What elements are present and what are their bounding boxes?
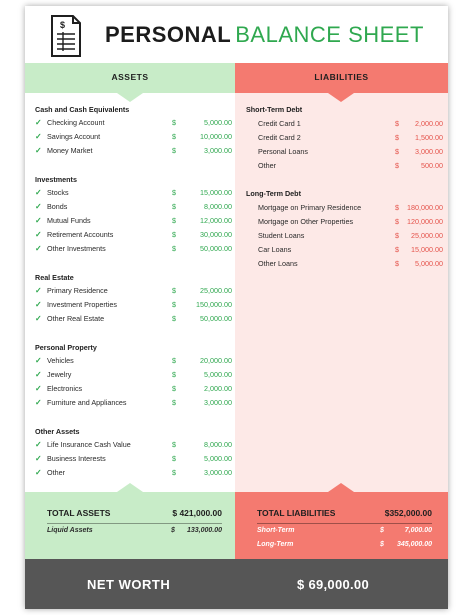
asset-currency: $ bbox=[172, 468, 176, 477]
liquid-assets-currency: $ bbox=[171, 527, 175, 534]
liabilities-section-title: Short-Term Debt bbox=[246, 105, 303, 114]
asset-row bbox=[35, 453, 235, 465]
check-icon: ✓ bbox=[35, 440, 42, 449]
liabilities-column bbox=[235, 63, 448, 492]
liability-currency: $ bbox=[395, 217, 399, 226]
liability-currency: $ bbox=[395, 147, 399, 156]
asset-label: Vehicles bbox=[47, 356, 74, 365]
asset-currency: $ bbox=[172, 286, 176, 295]
asset-currency: $ bbox=[172, 146, 176, 155]
asset-label: Retirement Accounts bbox=[47, 230, 114, 239]
check-icon: ✓ bbox=[35, 230, 42, 239]
asset-amount: 3,000.00 bbox=[204, 468, 232, 477]
check-icon: ✓ bbox=[35, 202, 42, 211]
total-assets-label: TOTAL ASSETS bbox=[47, 508, 111, 518]
asset-label: Other Real Estate bbox=[47, 314, 105, 323]
short-term-currency: $ bbox=[380, 527, 384, 534]
liabilities-header-pointer bbox=[328, 93, 354, 102]
long-term-value: 345,000.00 bbox=[396, 541, 432, 548]
asset-row bbox=[35, 215, 235, 227]
total-assets-panel bbox=[25, 492, 235, 559]
check-icon: ✓ bbox=[35, 454, 42, 463]
asset-label: Primary Residence bbox=[47, 286, 108, 295]
check-icon: ✓ bbox=[35, 118, 42, 127]
check-icon: ✓ bbox=[35, 356, 42, 365]
long-term-currency: $ bbox=[380, 541, 384, 548]
asset-label: Jewelry bbox=[47, 370, 72, 379]
asset-row bbox=[35, 145, 235, 157]
check-icon: ✓ bbox=[35, 370, 42, 379]
liability-amount: 180,000.00 bbox=[407, 203, 443, 212]
asset-currency: $ bbox=[172, 118, 176, 127]
assets-section-title: Investments bbox=[35, 175, 77, 184]
check-icon: ✓ bbox=[35, 216, 42, 225]
liability-row bbox=[246, 202, 446, 214]
asset-label: Bonds bbox=[47, 202, 68, 211]
asset-label: Investment Properties bbox=[47, 300, 117, 309]
liability-amount: 15,000.00 bbox=[411, 245, 443, 254]
assets-column bbox=[25, 63, 235, 492]
liability-row bbox=[246, 146, 446, 158]
liability-row bbox=[246, 132, 446, 144]
asset-row bbox=[35, 243, 235, 255]
liability-currency: $ bbox=[395, 231, 399, 240]
asset-amount: 5,000.00 bbox=[204, 118, 232, 127]
liability-label: Mortgage on Primary Residence bbox=[258, 203, 362, 212]
asset-currency: $ bbox=[172, 370, 176, 379]
liability-amount: 500.00 bbox=[421, 161, 443, 170]
assets-section-title: Cash and Cash Equivalents bbox=[35, 105, 130, 114]
short-term-label: Short-Term bbox=[257, 527, 295, 534]
check-icon: ✓ bbox=[35, 384, 42, 393]
assets-section-title: Other Assets bbox=[35, 427, 80, 436]
net-worth-bar bbox=[25, 559, 448, 609]
liability-currency: $ bbox=[395, 245, 399, 254]
asset-row bbox=[35, 131, 235, 143]
net-worth-value: $ 69,000.00 bbox=[297, 577, 369, 592]
asset-currency: $ bbox=[172, 230, 176, 239]
asset-currency: $ bbox=[172, 314, 176, 323]
assets-header-pointer bbox=[117, 93, 143, 102]
asset-amount: 8,000.00 bbox=[204, 440, 232, 449]
total-liabilities-value: $352,000.00 bbox=[384, 508, 432, 518]
liability-label: Credit Card 1 bbox=[258, 119, 301, 128]
asset-row bbox=[35, 229, 235, 241]
asset-label: Stocks bbox=[47, 188, 69, 197]
liability-amount: 5,000.00 bbox=[415, 259, 443, 268]
asset-currency: $ bbox=[172, 244, 176, 253]
asset-amount: 5,000.00 bbox=[204, 370, 232, 379]
liability-currency: $ bbox=[395, 259, 399, 268]
check-icon: ✓ bbox=[35, 314, 42, 323]
liability-amount: 25,000.00 bbox=[411, 231, 443, 240]
asset-amount: 20,000.00 bbox=[200, 356, 232, 365]
asset-currency: $ bbox=[172, 216, 176, 225]
assets-section-title: Personal Property bbox=[35, 343, 97, 352]
liability-currency: $ bbox=[395, 119, 399, 128]
asset-amount: 3,000.00 bbox=[204, 146, 232, 155]
asset-label: Other bbox=[47, 468, 65, 477]
liability-label: Personal Loans bbox=[258, 147, 308, 156]
asset-label: Money Market bbox=[47, 146, 93, 155]
asset-amount: 10,000.00 bbox=[200, 132, 232, 141]
liability-row bbox=[246, 244, 446, 256]
balance-sheet-page bbox=[25, 6, 448, 609]
total-liabilities-panel bbox=[235, 492, 448, 559]
total-liabilities-pointer bbox=[328, 483, 354, 492]
liability-label: Mortgage on Other Properties bbox=[258, 217, 354, 226]
short-term-value: 7,000.00 bbox=[404, 527, 432, 534]
liquid-assets-label: Liquid Assets bbox=[47, 527, 93, 534]
check-icon: ✓ bbox=[35, 146, 42, 155]
asset-row bbox=[35, 355, 235, 367]
liability-row bbox=[246, 258, 446, 270]
liability-currency: $ bbox=[395, 161, 399, 170]
asset-amount: 5,000.00 bbox=[204, 454, 232, 463]
page-title bbox=[105, 21, 424, 49]
asset-currency: $ bbox=[172, 454, 176, 463]
check-icon: ✓ bbox=[35, 398, 42, 407]
asset-row bbox=[35, 299, 235, 311]
liability-currency: $ bbox=[395, 133, 399, 142]
asset-amount: 150,000.00 bbox=[196, 300, 232, 309]
asset-row bbox=[35, 313, 235, 325]
asset-amount: 2,000.00 bbox=[204, 384, 232, 393]
liability-row bbox=[246, 216, 446, 228]
check-icon: ✓ bbox=[35, 468, 42, 477]
asset-label: Mutual Funds bbox=[47, 216, 91, 225]
liability-amount: 120,000.00 bbox=[407, 217, 443, 226]
total-assets-value: $ 421,000.00 bbox=[172, 508, 222, 518]
liability-label: Other Loans bbox=[258, 259, 298, 268]
asset-row bbox=[35, 285, 235, 297]
total-assets-pointer bbox=[117, 483, 143, 492]
asset-currency: $ bbox=[172, 300, 176, 309]
asset-row bbox=[35, 467, 235, 479]
check-icon: ✓ bbox=[35, 188, 42, 197]
page-header bbox=[25, 6, 448, 63]
asset-row bbox=[35, 117, 235, 129]
check-icon: ✓ bbox=[35, 244, 42, 253]
asset-label: Savings Account bbox=[47, 132, 101, 141]
liabilities-header-band bbox=[235, 63, 448, 93]
long-term-label: Long-Term bbox=[257, 541, 294, 548]
asset-row bbox=[35, 187, 235, 199]
liability-row bbox=[246, 230, 446, 242]
asset-currency: $ bbox=[172, 356, 176, 365]
asset-row bbox=[35, 369, 235, 381]
check-icon: ✓ bbox=[35, 300, 42, 309]
liability-amount: 3,000.00 bbox=[415, 147, 443, 156]
title-balance-sheet: BALANCE SHEET bbox=[235, 22, 424, 47]
document-icon bbox=[49, 15, 83, 57]
asset-currency: $ bbox=[172, 398, 176, 407]
asset-label: Life Insurance Cash Value bbox=[47, 440, 131, 449]
net-worth-label: NET WORTH bbox=[87, 577, 171, 592]
asset-amount: 8,000.00 bbox=[204, 202, 232, 211]
asset-label: Electronics bbox=[47, 384, 83, 393]
asset-row bbox=[35, 397, 235, 409]
asset-row bbox=[35, 439, 235, 451]
liability-row bbox=[246, 118, 446, 130]
total-assets-divider bbox=[47, 523, 222, 524]
liability-currency: $ bbox=[395, 203, 399, 212]
total-liabilities-label: TOTAL LIABILITIES bbox=[257, 508, 336, 518]
assets-header: ASSETS bbox=[111, 72, 149, 82]
check-icon: ✓ bbox=[35, 286, 42, 295]
asset-label: Business Interests bbox=[47, 454, 106, 463]
liability-amount: 2,000.00 bbox=[415, 119, 443, 128]
asset-currency: $ bbox=[172, 132, 176, 141]
asset-label: Furniture and Appliances bbox=[47, 398, 127, 407]
asset-currency: $ bbox=[172, 202, 176, 211]
asset-currency: $ bbox=[172, 188, 176, 197]
assets-header-band bbox=[25, 63, 235, 93]
liability-amount: 1,500.00 bbox=[415, 133, 443, 142]
asset-amount: 50,000.00 bbox=[200, 244, 232, 253]
asset-amount: 25,000.00 bbox=[200, 286, 232, 295]
check-icon: ✓ bbox=[35, 132, 42, 141]
liability-label: Car Loans bbox=[258, 245, 292, 254]
liabilities-section-title: Long-Term Debt bbox=[246, 189, 301, 198]
asset-amount: 15,000.00 bbox=[200, 188, 232, 197]
title-personal: PERSONAL bbox=[105, 22, 232, 47]
asset-row bbox=[35, 383, 235, 395]
asset-amount: 12,000.00 bbox=[200, 216, 232, 225]
liability-label: Credit Card 2 bbox=[258, 133, 301, 142]
asset-amount: 50,000.00 bbox=[200, 314, 232, 323]
liability-label: Other bbox=[258, 161, 276, 170]
asset-amount: 3,000.00 bbox=[204, 398, 232, 407]
asset-amount: 30,000.00 bbox=[200, 230, 232, 239]
asset-currency: $ bbox=[172, 440, 176, 449]
liability-label: Student Loans bbox=[258, 231, 305, 240]
svg-text:$: $ bbox=[60, 20, 66, 30]
asset-row bbox=[35, 201, 235, 213]
assets-section-title: Real Estate bbox=[35, 273, 74, 282]
liability-row bbox=[246, 160, 446, 172]
asset-currency: $ bbox=[172, 384, 176, 393]
liabilities-header: LIABILITIES bbox=[314, 72, 369, 82]
total-liabilities-divider bbox=[257, 523, 432, 524]
liquid-assets-value: 133,000.00 bbox=[186, 527, 222, 534]
asset-label: Checking Account bbox=[47, 118, 105, 127]
asset-label: Other Investments bbox=[47, 244, 106, 253]
